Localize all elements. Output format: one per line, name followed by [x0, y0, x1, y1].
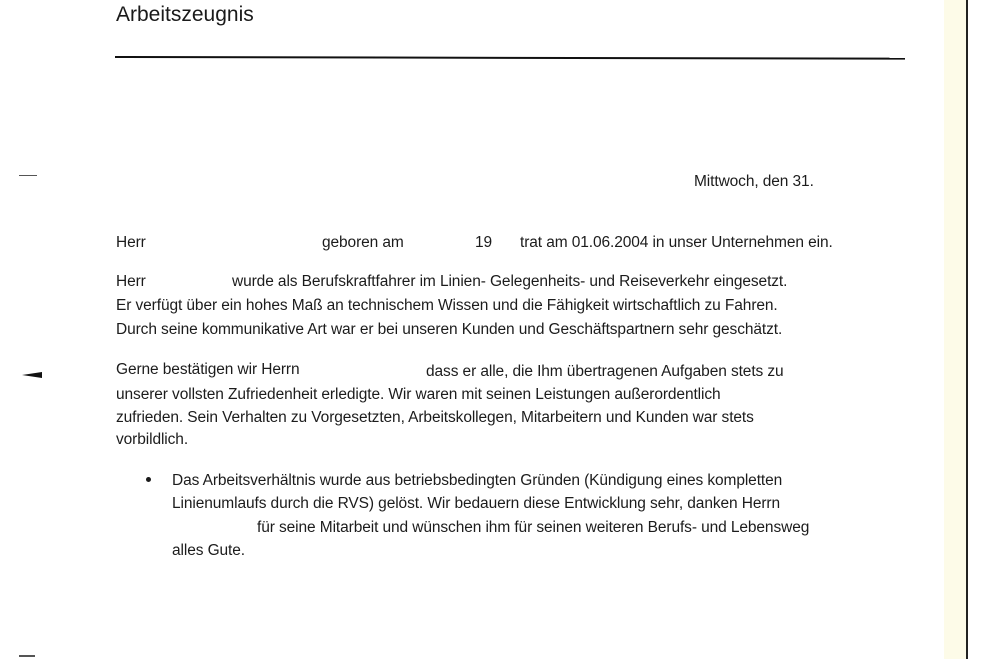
title-underline [115, 56, 905, 60]
document-title: Arbeitszeugnis [116, 3, 254, 26]
fold-mark [19, 175, 37, 176]
para2-line3: Durch seine kommunikative Art war er bei unseren Kunden und Geschäftspartnern sehr geschätzt. [116, 321, 783, 338]
page-margin-strip [944, 0, 966, 659]
para3-line2: unserer vollsten Zufriedenheit erledigte. Wir waren mit seinen Leistungen außerordentlich [116, 386, 721, 403]
para3-line3: zufrieden. Sein Verhalten zu Vorgesetzten, Arbeitskollegen, Mitarbeitern und Kunden war stets [116, 409, 754, 426]
para3-line4: vorbildlich. [116, 431, 189, 448]
para1-herr: Herr [116, 234, 146, 251]
bullet-line4: alles Gute. [172, 542, 245, 559]
page-gap [968, 0, 998, 659]
bullet-line3: für seine Mitarbeit und wünschen ihm für seinen weiteren Berufs- und Lebensweg [257, 519, 810, 536]
para3-line1a: Gerne bestätigen wir Herrn [116, 361, 300, 378]
fold-mark-bottom [19, 655, 35, 657]
date-line: Mittwoch, den 31. [694, 173, 814, 190]
bullet-icon [146, 477, 151, 482]
punch-mark [22, 372, 42, 378]
para1-rest: trat am 01.06.2004 in unser Unternehmen ein. [520, 234, 833, 251]
bullet-line1: Das Arbeitsverhältnis wurde aus betriebsbedingten Gründen (Kündigung eines kompletten [172, 472, 783, 489]
para2-line1: wurde als Berufskraftfahrer im Linien- Gelegenheits- und Reiseverkehr eingesetzt. [232, 273, 788, 290]
para3-line1b: dass er alle, die Ihm übertragenen Aufgaben stets zu [426, 363, 784, 380]
bullet-line2: Linienumlaufs durch die RVS) gelöst. Wir bedauern diese Entwicklung sehr, danken Herrn [172, 495, 781, 512]
para1-year: 19 [475, 234, 493, 251]
para2-herr: Herr [116, 273, 146, 290]
para2-line2: Er verfügt über ein hohes Maß an technischem Wissen und die Fähigkeit wirtschaftlich zu Fahren. [116, 297, 778, 314]
para1-geboren: geboren am [322, 234, 404, 251]
